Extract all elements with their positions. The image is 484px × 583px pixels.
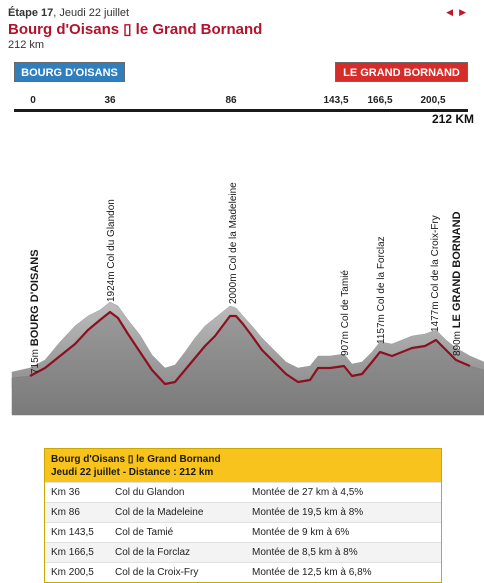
route-title: Bourg d'Oisans ▯ le Grand Bornand <box>8 21 263 38</box>
finish-town-button[interactable]: LE GRAND BORNAND <box>335 62 468 82</box>
row-climb: Montée de 8,5 km à 8% <box>252 547 358 558</box>
row-km: Km 143,5 <box>51 527 94 538</box>
table-row <box>45 522 441 542</box>
row-km: Km 86 <box>51 507 80 518</box>
row-km: Km 166,5 <box>51 547 94 558</box>
climbs-table <box>44 448 442 583</box>
row-col: Col du Glandon <box>115 487 185 498</box>
km-mark: 0 <box>30 95 36 106</box>
profile-label-croix-fry: 1477m Col de la Croix-Fry <box>430 215 441 332</box>
profile-label-madeleine: 2000m Col de la Madeleine <box>228 182 239 304</box>
stage-date: , Jeudi 22 juillet <box>53 7 130 19</box>
row-climb: Montée de 9 km à 6% <box>252 527 350 538</box>
km-mark: 36 <box>104 95 116 106</box>
row-climb: Montée de 12,5 km à 6,8% <box>252 567 372 578</box>
route-distance: 212 km <box>8 39 45 51</box>
next-stage-icon[interactable]: ▶ <box>459 7 472 17</box>
climbs-table-title: Bourg d'Oisans ▯ le Grand Bornand <box>51 454 221 465</box>
km-mark: 200,5 <box>420 95 446 106</box>
profile-label-finish: 890m LE GRAND BORNAND <box>451 211 463 356</box>
climbs-table-subtitle: Jeudi 22 juillet - Distance : 212 km <box>51 467 214 478</box>
stage-label: Étape 17 <box>8 7 54 19</box>
elevation-profile <box>0 130 484 430</box>
table-row <box>45 562 441 582</box>
row-col: Col de Tamié <box>115 527 174 538</box>
profile-label-tamie: 907m Col de Tamié <box>340 270 351 356</box>
table-row <box>45 482 441 502</box>
stage-line <box>8 7 129 19</box>
km-scale <box>0 88 484 128</box>
scale-rule <box>14 109 468 112</box>
row-km: Km 200,5 <box>51 567 94 578</box>
table-row <box>45 502 441 522</box>
prev-stage-icon[interactable]: ◀ <box>446 7 460 17</box>
row-col: Col de la Croix-Fry <box>115 567 199 578</box>
profile-label-forclaz: 1157m Col de la Forclaz <box>376 236 387 344</box>
km-mark: 143,5 <box>323 95 349 106</box>
total-km: 212 KM <box>431 112 474 126</box>
profile-label-start: 715m BOURG D'OISANS <box>29 249 41 374</box>
start-town-button[interactable]: BOURG D'OISANS <box>14 62 125 82</box>
km-mark: 86 <box>225 95 237 106</box>
stage-nav <box>446 7 472 18</box>
profile-label-glandon: 1924m Col du Glandon <box>106 199 117 302</box>
row-climb: Montée de 27 km à 4,5% <box>252 487 364 498</box>
climbs-table-header <box>45 449 441 482</box>
row-col: Col de la Forclaz <box>115 547 191 558</box>
row-col: Col de la Madeleine <box>115 507 204 518</box>
row-climb: Montée de 19,5 km à 8% <box>252 507 364 518</box>
table-row <box>45 542 441 562</box>
row-km: Km 36 <box>51 487 80 498</box>
km-mark: 166,5 <box>367 95 393 106</box>
